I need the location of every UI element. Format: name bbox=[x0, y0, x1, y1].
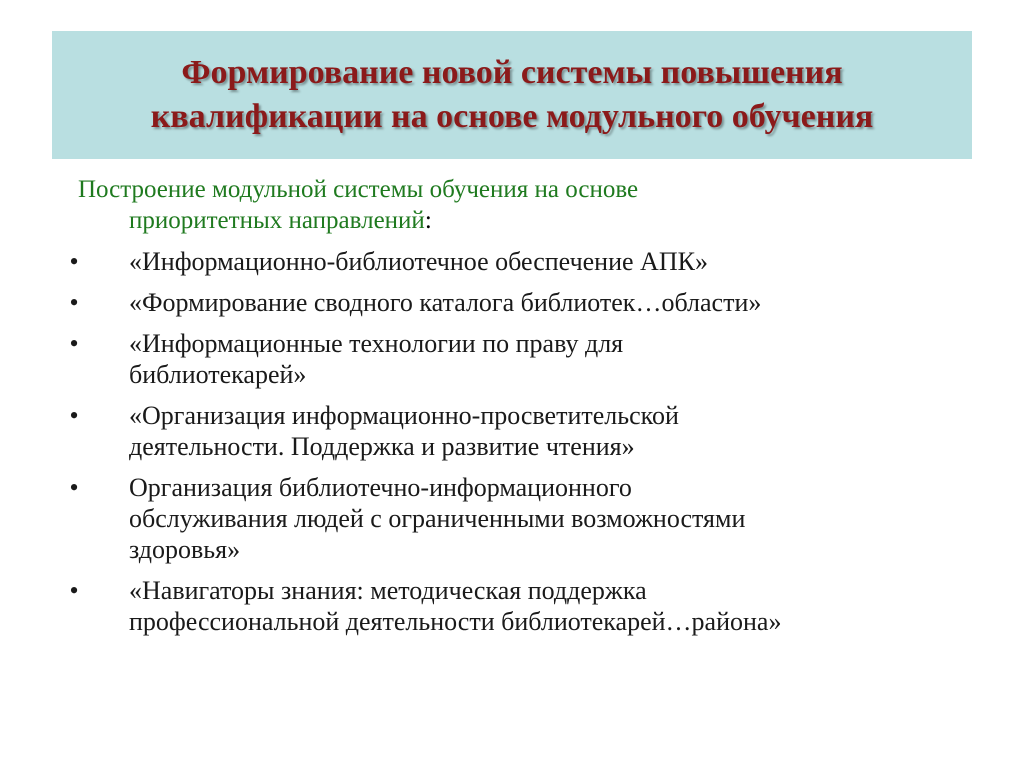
bullet-item bbox=[0, 328, 1024, 390]
bullet-line: «Формирование сводного каталога библиотек…области» bbox=[129, 288, 762, 317]
bullet-line: «Организация информационно-просветительской bbox=[129, 401, 679, 430]
bullet-item bbox=[0, 287, 1024, 318]
intro-line-1: Построение модульной системы обучения на основе bbox=[78, 176, 639, 203]
slide-title-line-2: квалификации на основе модульного обучения bbox=[150, 98, 874, 135]
bullet-line: профессиональной деятельности библиотекарей…района» bbox=[129, 607, 782, 636]
bullet-marker: • bbox=[69, 247, 79, 276]
bullet-line: деятельности. Поддержка и развитие чтения» bbox=[129, 432, 635, 461]
bullet-line: библиотекарей» bbox=[129, 360, 307, 389]
bullet-line: «Информационно-библиотечное обеспечение АПК» bbox=[129, 247, 708, 276]
bullet-line: здоровья» bbox=[129, 535, 241, 564]
title-banner bbox=[52, 31, 972, 159]
bullet-item bbox=[0, 400, 1024, 462]
bullet-item bbox=[0, 575, 1024, 637]
bullet-line: «Информационные технологии по праву для bbox=[129, 329, 624, 358]
slide-title-line-1: Формирование новой системы повышения bbox=[181, 54, 843, 91]
bullet-marker: • bbox=[69, 288, 79, 317]
bullet-line: обслуживания людей с ограниченными возможностями bbox=[129, 504, 746, 533]
bullet-list bbox=[0, 246, 1024, 647]
bullet-marker: • bbox=[69, 576, 79, 605]
intro-colon: : bbox=[424, 207, 432, 234]
intro-line-2-text: приоритетных направлений bbox=[129, 207, 425, 234]
intro-line-2 bbox=[78, 205, 978, 236]
bullet-line: «Навигаторы знания: методическая поддержка bbox=[129, 576, 647, 605]
bullet-marker: • bbox=[69, 473, 79, 502]
bullet-marker: • bbox=[69, 329, 79, 358]
bullet-item bbox=[0, 246, 1024, 277]
bullet-line: Организация библиотечно-информационного bbox=[129, 473, 632, 502]
bullet-marker: • bbox=[69, 401, 79, 430]
intro-text bbox=[78, 174, 978, 236]
bullet-item bbox=[0, 472, 1024, 565]
